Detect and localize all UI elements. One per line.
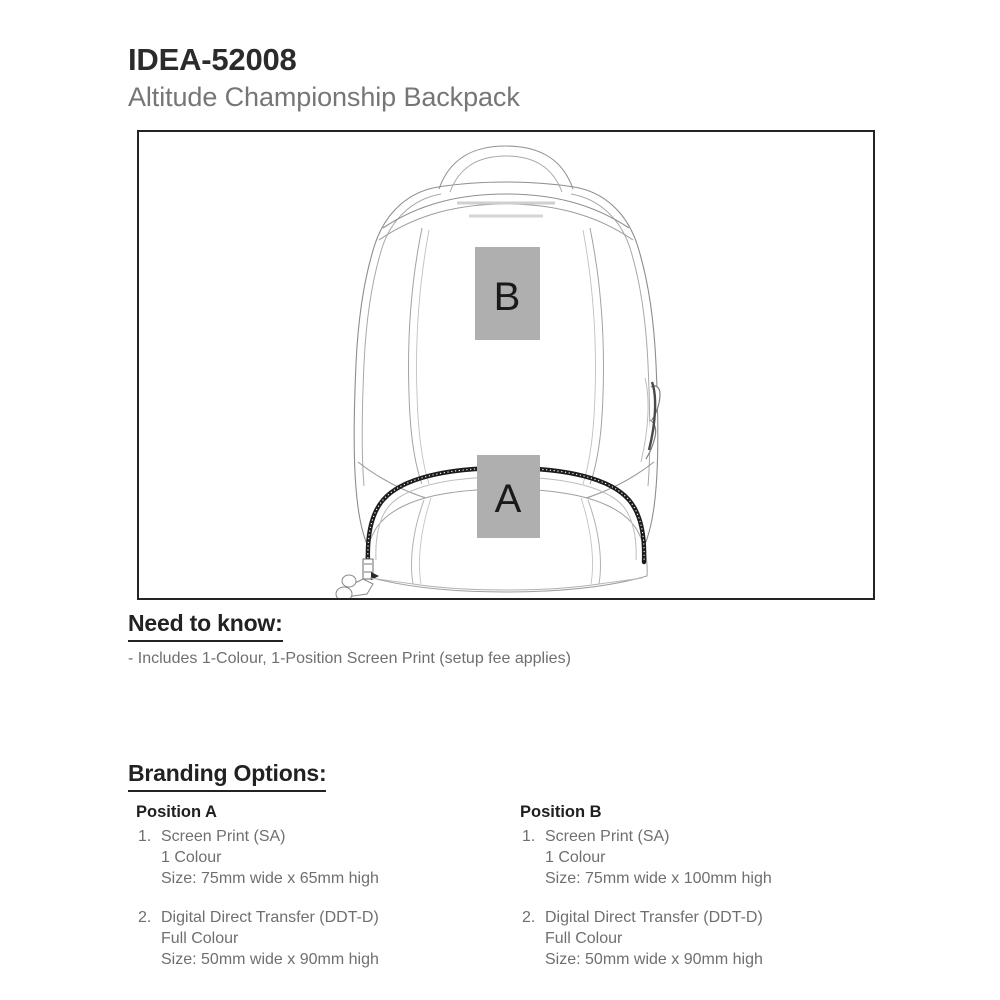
position-a-option-2-size: Size: 50mm wide x 90mm high	[161, 951, 379, 968]
position-a-option-1-number: 1.	[138, 828, 152, 845]
product-code: IDEA-52008	[128, 42, 297, 77]
position-a-option-1-method: Screen Print (SA)	[161, 828, 286, 845]
branding-marker-a	[477, 455, 540, 538]
need-to-know-note: - Includes 1-Colour, 1-Position Screen Print (setup fee applies)	[128, 650, 571, 667]
position-b-option-2	[520, 907, 900, 970]
position-b-option-1-size: Size: 75mm wide x 100mm high	[545, 870, 772, 887]
position-b-option-2-method: Digital Direct Transfer (DDT-D)	[545, 909, 763, 926]
branding-marker-a-label: A	[494, 477, 522, 521]
position-b-option-2-colours: Full Colour	[545, 930, 623, 947]
zip-pull-ring-upper	[342, 575, 356, 587]
backpack-line-drawing	[139, 132, 873, 598]
position-a-option-2-method: Digital Direct Transfer (DDT-D)	[161, 909, 379, 926]
position-b-option-2-number: 2.	[522, 909, 536, 926]
position-b-option-1-number: 1.	[522, 828, 536, 845]
position-a-option-1-size: Size: 75mm wide x 65mm high	[161, 870, 379, 887]
position-a-title: Position A	[136, 803, 217, 821]
need-to-know-heading: Need to know:	[128, 610, 283, 642]
position-a-option-2	[136, 907, 516, 970]
position-a-option-1-colours: 1 Colour	[161, 849, 222, 866]
position-a-option-2-number: 2.	[138, 909, 152, 926]
position-b-option-1-colours: 1 Colour	[545, 849, 606, 866]
branding-options-heading: Branding Options:	[128, 760, 326, 792]
position-b-option-1-method: Screen Print (SA)	[545, 828, 670, 845]
branding-marker-b	[475, 247, 540, 340]
branding-column-position-b	[520, 802, 900, 970]
product-name: Altitude Championship Backpack	[128, 82, 520, 112]
position-b-option-2-size: Size: 50mm wide x 90mm high	[545, 951, 763, 968]
product-image-frame	[137, 130, 875, 600]
page-header	[128, 42, 928, 114]
position-b-option-1	[520, 826, 900, 889]
zip-pull-ring-lower	[336, 587, 352, 598]
position-a-option-2-colours: Full Colour	[161, 930, 239, 947]
branding-marker-b-label: B	[493, 275, 521, 319]
branding-column-position-a	[136, 802, 516, 970]
position-a-option-1	[136, 826, 516, 889]
position-b-title: Position B	[520, 803, 602, 821]
